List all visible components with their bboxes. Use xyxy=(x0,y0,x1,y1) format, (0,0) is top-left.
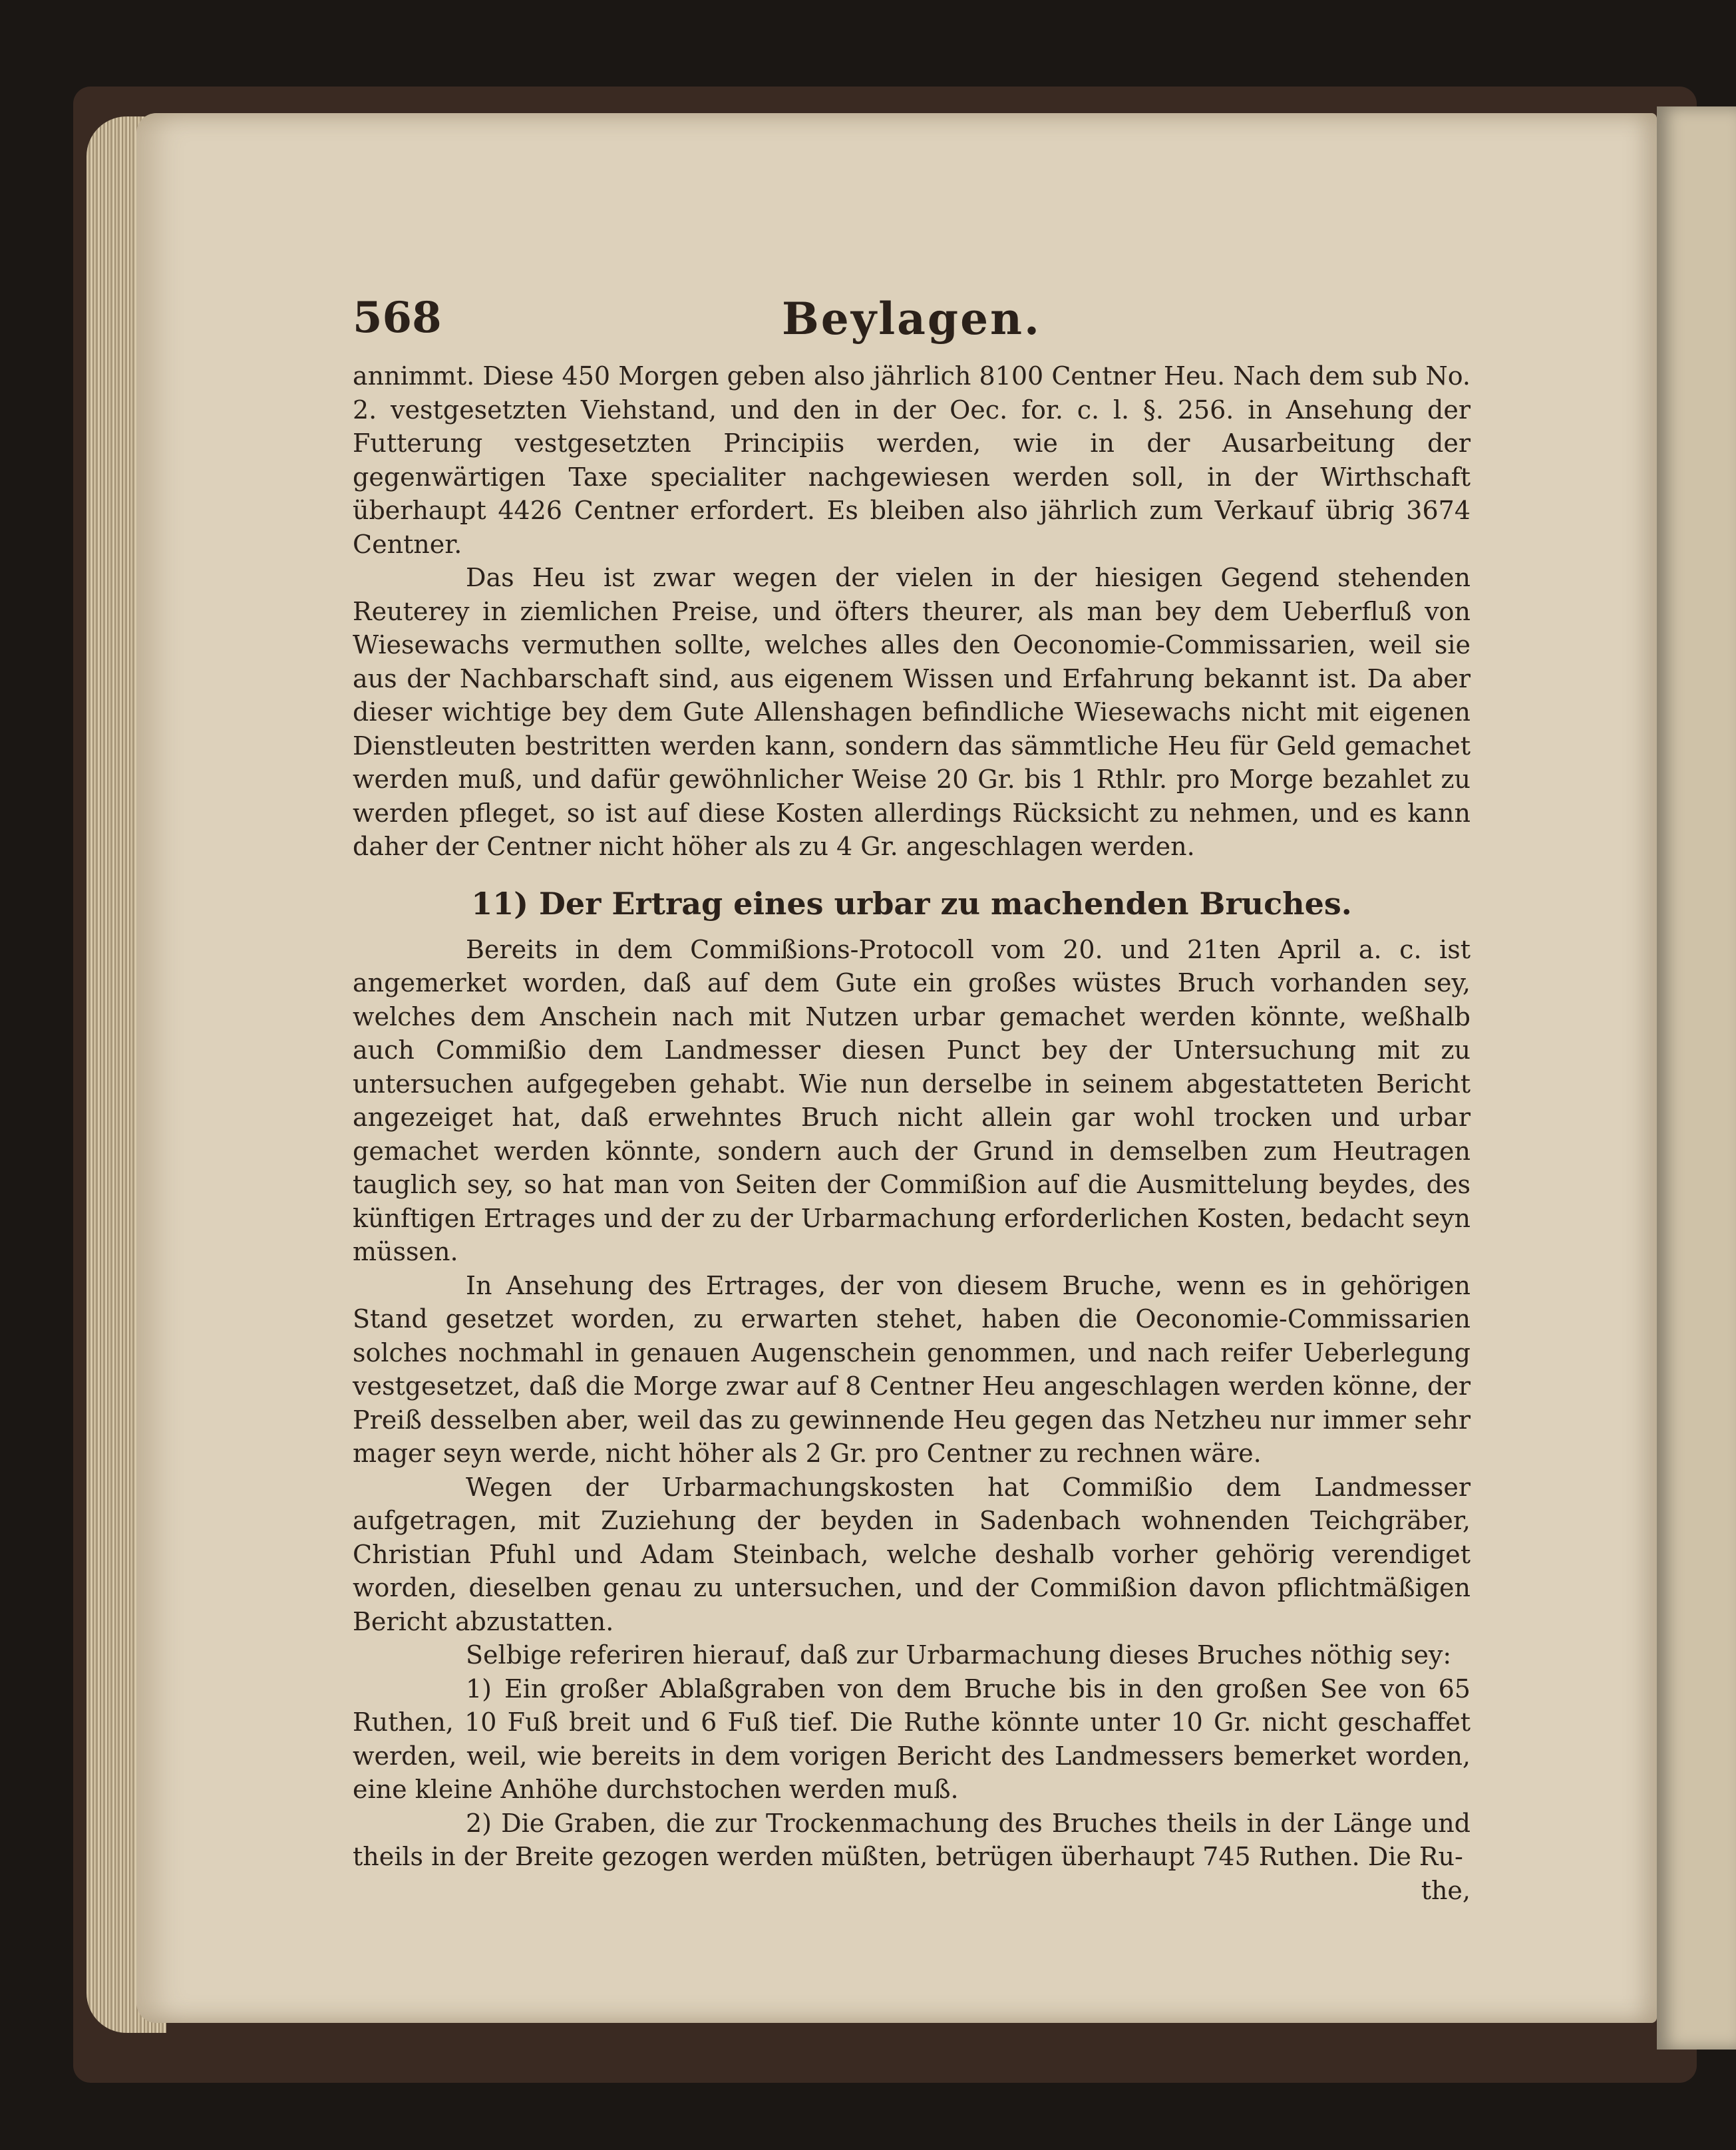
paragraph-heu-price: Das Heu ist zwar wegen der vielen in der hiesigen Gegend stehenden Reuterey in ziemlichen Preise, und öfters theurer, als man bey dem Ueberfluß von Wiesewachs vermuthen sollte, welches alles den Oeconomie-Commissarien, weil sie aus der Nachbarschaft sind, aus eigenem Wissen und Erfahrung bekannt ist. Da aber dieser wichtige bey dem Gute Allenshagen befindliche Wiesewachs nicht mit eigenen Dienstleuten bestritten werden kann, sondern das sämmtliche Heu für Geld gemachet werden muß, und dafür gewöhnlicher Weise 20 Gr. bis 1 Rthlr. pro Morge bezahlet zu werden pfleget, so ist auf diese Kosten allerdings Rücksicht zu nehmen, und es kann daher der Centner nicht höher als zu 4 Gr. angeschlagen werden. xyxy=(353,563,1471,861)
running-title: Beylagen. xyxy=(781,293,1042,345)
list-item-ablassgraben: 1) Ein großer Ablaßgraben von dem Bruche bis in den großen See von 65 Ruthen, 10 Fuß breit und 6 Fuß tief. Die Ruthe könnte unter 10 Gr. nicht geschaffet werden, weil, wie bereits in dem vorigen Bericht des Landmessers bemerket worden, eine kleine Anhöhe durchstochen werden muß. xyxy=(353,1674,1471,1804)
running-head xyxy=(353,293,1471,351)
paragraph-continuation: annimmt. Diese 450 Morgen geben also jährlich 8100 Centner Heu. Nach dem sub No. 2. vestgesetzten Viehstand, und den in der Oec. for. c. l. §. 256. in Ansehung der Futterung vestgesetzten Principiis werden, wie in der Ausarbeitung der gegenwärtigen Taxe specialiter nachgewiesen werden soll, in der Wirthschaft überhaupt 4426 Centner erfordert. Es bleiben also jährlich zum Verkauf übrig 3674 Centner. xyxy=(353,361,1471,559)
paragraph-ertrag: In Ansehung des Ertrages, der von diesem Bruche, wenn es in gehörigen Stand gesetzet worden, zu erwarten stehet, haben die Oeconomie-Commissarien solches nochmahl in genauen Augenschein genommen, und nach reifer Ueberlegung vestgesetzet, daß die Morge zwar auf 8 Centner Heu angeschlagen werden könne, der Preiß desselben aber, weil das zu gewinnende Heu gegen das Netzheu nur immer sehr mager seyn werde, nicht höher als 2 Gr. pro Centner zu rechnen wäre. xyxy=(353,1270,1471,1468)
section-heading: 11) Der Ertrag eines urbar zu machenden Bruches. xyxy=(471,885,1352,922)
facing-page-edge xyxy=(1657,106,1736,2050)
page-number: 568 xyxy=(353,293,442,343)
paragraph-urbarmachungskosten: Wegen der Urbarmachungskosten hat Commißio dem Landmesser aufgetragen, mit Zuziehung der beyden in Sadenbach wohnenden Teichgräber, Christian Pfuhl und Adam Steinbach, welche deshalb vorher gehörig verendiget worden, dieselben genau zu untersuchen, und der Commißion davon pflichtmäßigen Bericht abzustatten. xyxy=(353,1472,1471,1636)
list-item-graben: 2) Die Graben, die zur Trockenmachung des Bruches theils in der Länge und theils in der Breite gezogen werden müßten, betrügen überhaupt 745 Ruthen. Die Ru- xyxy=(353,1808,1471,1871)
catchword: the, xyxy=(1421,1875,1471,1905)
paragraph-protocoll: Bereits in dem Commißions-Protocoll vom 20. und 21ten April a. c. ist angemerket worden, daß auf dem Gute ein großes wüstes Bruch vorhanden sey, welches dem Anschein nach mit Nutzen urbar gemachet werden könnte, weßhalb auch Commißio dem Landmesser diesen Punct bey der Untersuchung mit zu untersuchen aufgegeben gehabt. Wie nun derselbe in seinem abgestatteten Bericht angezeiget hat, daß erwehntes Bruch nicht allein gar wohl trocken und urbar gemachet werden könnte, sondern auch der Grund in demselben zum Heutragen tauglich sey, so hat man von Seiten der Commißion auf die Ausmittelung beydes, des künftigen Ertrages und der zu der Urbarmachung erforderlichen Kosten, bedacht seyn müssen. xyxy=(353,934,1471,1266)
paragraph-referiren: Selbige referiren hierauf, daß zur Urbarmachung dieses Bruches nöthig sey: xyxy=(466,1640,1452,1670)
page-text-block xyxy=(353,293,1471,1907)
